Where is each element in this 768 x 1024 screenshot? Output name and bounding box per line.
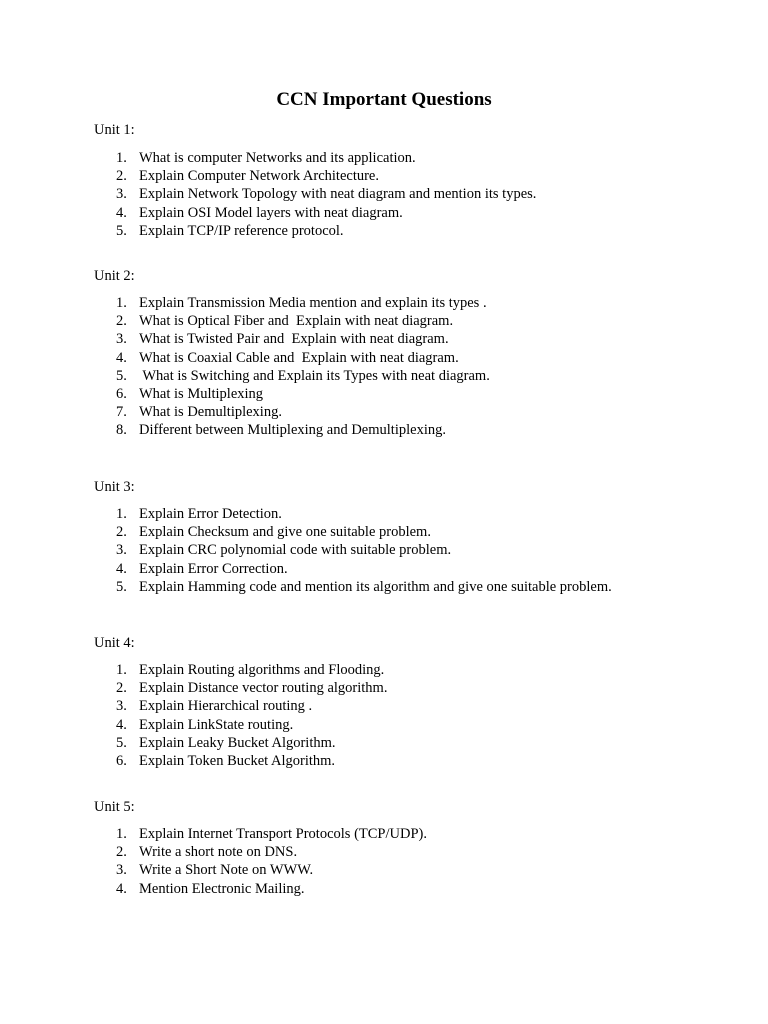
- question-number: 3.: [116, 542, 127, 559]
- list-item: [0, 716, 768, 734]
- unit-5-heading: Unit 5:: [94, 799, 135, 815]
- list-item: [0, 861, 768, 879]
- question-text: Explain TCP/IP reference protocol.: [139, 222, 344, 239]
- list-item: [0, 843, 768, 861]
- list-item: [0, 349, 768, 367]
- question-text: Explain LinkState routing.: [139, 716, 294, 733]
- question-text: Explain Checksum and give one suitable problem.: [139, 524, 431, 541]
- question-text: Explain Routing algorithms and Flooding.: [139, 662, 385, 678]
- question-text: What is Optical Fiber and Explain with neat diagram.: [139, 313, 454, 330]
- list-item: [0, 421, 768, 439]
- question-text: What is Switching and Explain its Types with neat diagram.: [139, 367, 490, 384]
- question-text: Explain Token Bucket Algorithm.: [139, 752, 336, 769]
- question-text: Explain OSI Model layers with neat diagram.: [139, 204, 403, 221]
- list-item: [0, 734, 768, 752]
- question-number: 4.: [116, 349, 127, 366]
- question-text: Write a Short Note on WWW.: [139, 862, 314, 879]
- list-item: [0, 385, 768, 403]
- question-number: 5.: [116, 367, 127, 384]
- question-number: 1.: [116, 662, 127, 678]
- question-number: 5.: [116, 734, 127, 751]
- list-item: [0, 167, 768, 185]
- question-text: Write a short note on DNS.: [139, 844, 298, 861]
- list-item: [0, 541, 768, 559]
- unit-4-question-list: [0, 661, 768, 770]
- question-text: Explain Computer Network Architecture.: [139, 168, 379, 185]
- question-text: Explain Leaky Bucket Algorithm.: [139, 734, 336, 751]
- question-number: 3.: [116, 698, 127, 715]
- question-text: Mention Electronic Mailing.: [139, 880, 305, 897]
- unit-2-heading: Unit 2:: [94, 268, 135, 284]
- list-item: [0, 294, 768, 312]
- question-number: 3.: [116, 862, 127, 879]
- page-title: CCN Important Questions: [276, 89, 492, 110]
- question-number: 1.: [116, 506, 127, 522]
- question-text: Explain Distance vector routing algorithm.: [139, 680, 388, 697]
- list-item: [0, 330, 768, 348]
- list-item: [0, 523, 768, 541]
- list-item: [0, 697, 768, 715]
- question-number: 6.: [116, 385, 127, 402]
- question-text: What is Twisted Pair and Explain with neat diagram.: [139, 331, 449, 348]
- question-number: 1.: [116, 150, 127, 166]
- unit-1-heading: Unit 1:: [94, 122, 135, 138]
- question-text: Explain Hamming code and mention its algorithm and give one suitable problem.: [139, 578, 612, 595]
- question-number: 5.: [116, 578, 127, 595]
- question-number: 8.: [116, 422, 127, 439]
- question-number: 2.: [116, 680, 127, 697]
- question-number: 4.: [116, 716, 127, 733]
- question-number: 4.: [116, 560, 127, 577]
- question-text: Different between Multiplexing and Demultiplexing.: [139, 422, 446, 439]
- unit-3-question-list: [0, 505, 768, 596]
- question-number: 2.: [116, 313, 127, 330]
- list-item: [0, 578, 768, 596]
- question-number: 3.: [116, 186, 127, 203]
- question-text: What is computer Networks and its application.: [139, 150, 416, 166]
- list-item: [0, 505, 768, 523]
- question-text: What is Coaxial Cable and Explain with neat diagram.: [139, 349, 459, 366]
- list-item: [0, 880, 768, 898]
- question-number: 5.: [116, 222, 127, 239]
- question-text: Explain Internet Transport Protocols (TCP/UDP).: [139, 826, 427, 842]
- question-number: 4.: [116, 880, 127, 897]
- question-number: 3.: [116, 331, 127, 348]
- list-item: [0, 661, 768, 679]
- list-item: [0, 204, 768, 222]
- list-item: [0, 752, 768, 770]
- question-number: 1.: [116, 295, 127, 311]
- question-number: 2.: [116, 524, 127, 541]
- list-item: [0, 403, 768, 421]
- question-text: Explain Hierarchical routing .: [139, 698, 313, 715]
- question-number: 6.: [116, 752, 127, 769]
- question-number: 2.: [116, 168, 127, 185]
- question-text: Explain Network Topology with neat diagram and mention its types.: [139, 186, 537, 203]
- question-text: Explain Error Correction.: [139, 560, 288, 577]
- unit-4-heading: Unit 4:: [94, 635, 135, 651]
- list-item: [0, 185, 768, 203]
- question-number: 1.: [116, 826, 127, 842]
- question-text: What is Multiplexing: [139, 385, 264, 402]
- unit-5-question-list: [0, 825, 768, 898]
- list-item: [0, 825, 768, 843]
- question-text: Explain Error Detection.: [139, 506, 282, 522]
- unit-2-question-list: [0, 294, 768, 440]
- list-item: [0, 560, 768, 578]
- question-number: 7.: [116, 404, 127, 421]
- question-number: 2.: [116, 844, 127, 861]
- list-item: [0, 312, 768, 330]
- list-item: [0, 222, 768, 240]
- unit-1-question-list: [0, 149, 768, 240]
- unit-3-heading: Unit 3:: [94, 479, 135, 495]
- question-text: What is Demultiplexing.: [139, 404, 282, 421]
- question-text: Explain Transmission Media mention and explain its types .: [139, 295, 487, 311]
- question-text: Explain CRC polynomial code with suitable problem.: [139, 542, 452, 559]
- question-number: 4.: [116, 204, 127, 221]
- list-item: [0, 679, 768, 697]
- list-item: [0, 367, 768, 385]
- list-item: [0, 149, 768, 167]
